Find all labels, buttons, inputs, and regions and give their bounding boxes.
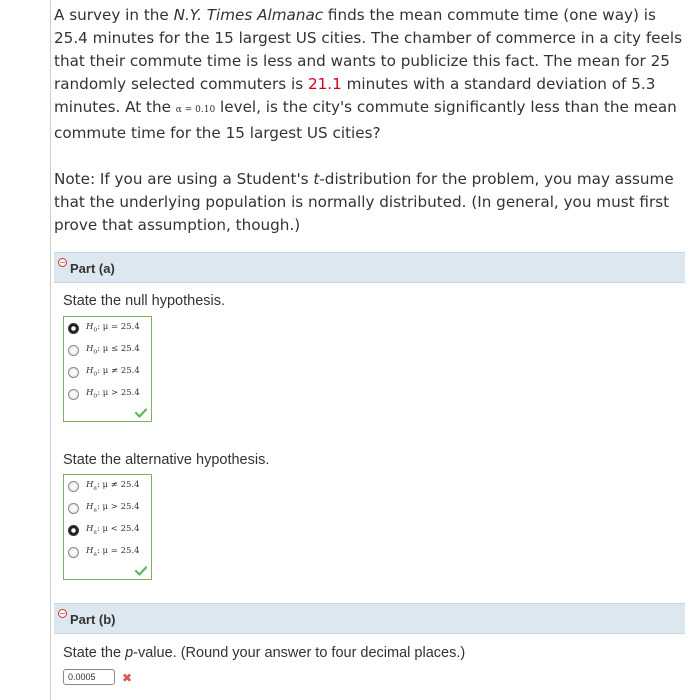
part-a-title: Part (a): [70, 261, 115, 276]
sample-mean-value: 21.1: [307, 75, 342, 93]
correct-check-icon: [135, 566, 147, 576]
correct-check-icon: [135, 408, 147, 418]
hypothesis-option-label: $H_a$: μ < 25.4: [86, 524, 140, 536]
left-border-line: [50, 0, 51, 700]
p-value-input[interactable]: 0.0005: [63, 669, 115, 685]
alt-hypothesis-label: State the alternative hypothesis.: [63, 452, 270, 468]
hypothesis-option[interactable]: [68, 545, 140, 559]
radio-unselected[interactable]: [68, 481, 79, 492]
hypothesis-option[interactable]: [68, 365, 140, 379]
part-a-header[interactable]: [54, 252, 685, 283]
hypothesis-option[interactable]: [68, 343, 140, 357]
radio-unselected[interactable]: [68, 367, 79, 378]
hypothesis-option-label: $H_0$: μ = 25.4: [86, 322, 140, 334]
radio-unselected[interactable]: [68, 547, 79, 558]
hypothesis-option-label: $H_a$: μ = 25.4: [86, 546, 140, 558]
hypothesis-option-label: $H_a$: μ > 25.4: [86, 502, 140, 514]
problem-note: Note: If you are using a Student's t-distribution for the problem, you may assume that the underlying population is normally distributed. (In general, you must first prove that assumption, though.): [54, 170, 674, 234]
hypothesis-option[interactable]: [68, 387, 140, 401]
problem-statement: [54, 4, 684, 237]
hypothesis-option[interactable]: [68, 479, 140, 493]
hypothesis-option-label: $H_0$: μ > 25.4: [86, 388, 140, 400]
alpha-level: α = 0.10: [175, 105, 216, 115]
null-hypothesis-options: [63, 316, 152, 422]
problem-paragraph: A survey in the N.Y. Times Almanac finds the mean commute time (one way) is 25.4 minutes for the 15 largest US cities. The chamber of commerce in a city feels that their commute time is less and wants to publicize this fact. The mean for 25 randomly selected commuters is 21.1 minutes with a standard deviation of 5.3 minutes. At the α = 0.10 level, is the city's commute significantly less than the mean commute time for the 15 largest US cities?: [54, 6, 682, 142]
collapse-icon[interactable]: −: [59, 258, 66, 267]
radio-unselected[interactable]: [68, 345, 79, 356]
p-value-label: State the p-value. (Round your answer to four decimal places.): [63, 645, 466, 661]
part-b-header[interactable]: [54, 603, 685, 634]
collapse-icon[interactable]: −: [59, 609, 66, 618]
hypothesis-option[interactable]: [68, 501, 140, 515]
hypothesis-option[interactable]: [68, 321, 140, 335]
radio-selected[interactable]: [68, 323, 79, 334]
radio-unselected[interactable]: [68, 389, 79, 400]
radio-unselected[interactable]: [68, 503, 79, 514]
radio-selected[interactable]: [68, 525, 79, 536]
hypothesis-option-label: $H_0$: μ ≠ 25.4: [86, 366, 140, 378]
null-hypothesis-label: State the null hypothesis.: [63, 293, 226, 309]
hypothesis-option-label: $H_a$: μ ≠ 25.4: [86, 480, 140, 492]
incorrect-x-icon: ✖: [122, 671, 133, 685]
hypothesis-option[interactable]: [68, 523, 140, 537]
alt-hypothesis-options: [63, 474, 152, 580]
hypothesis-option-label: $H_0$: μ ≤ 25.4: [86, 344, 140, 356]
part-b-title: Part (b): [70, 612, 116, 627]
